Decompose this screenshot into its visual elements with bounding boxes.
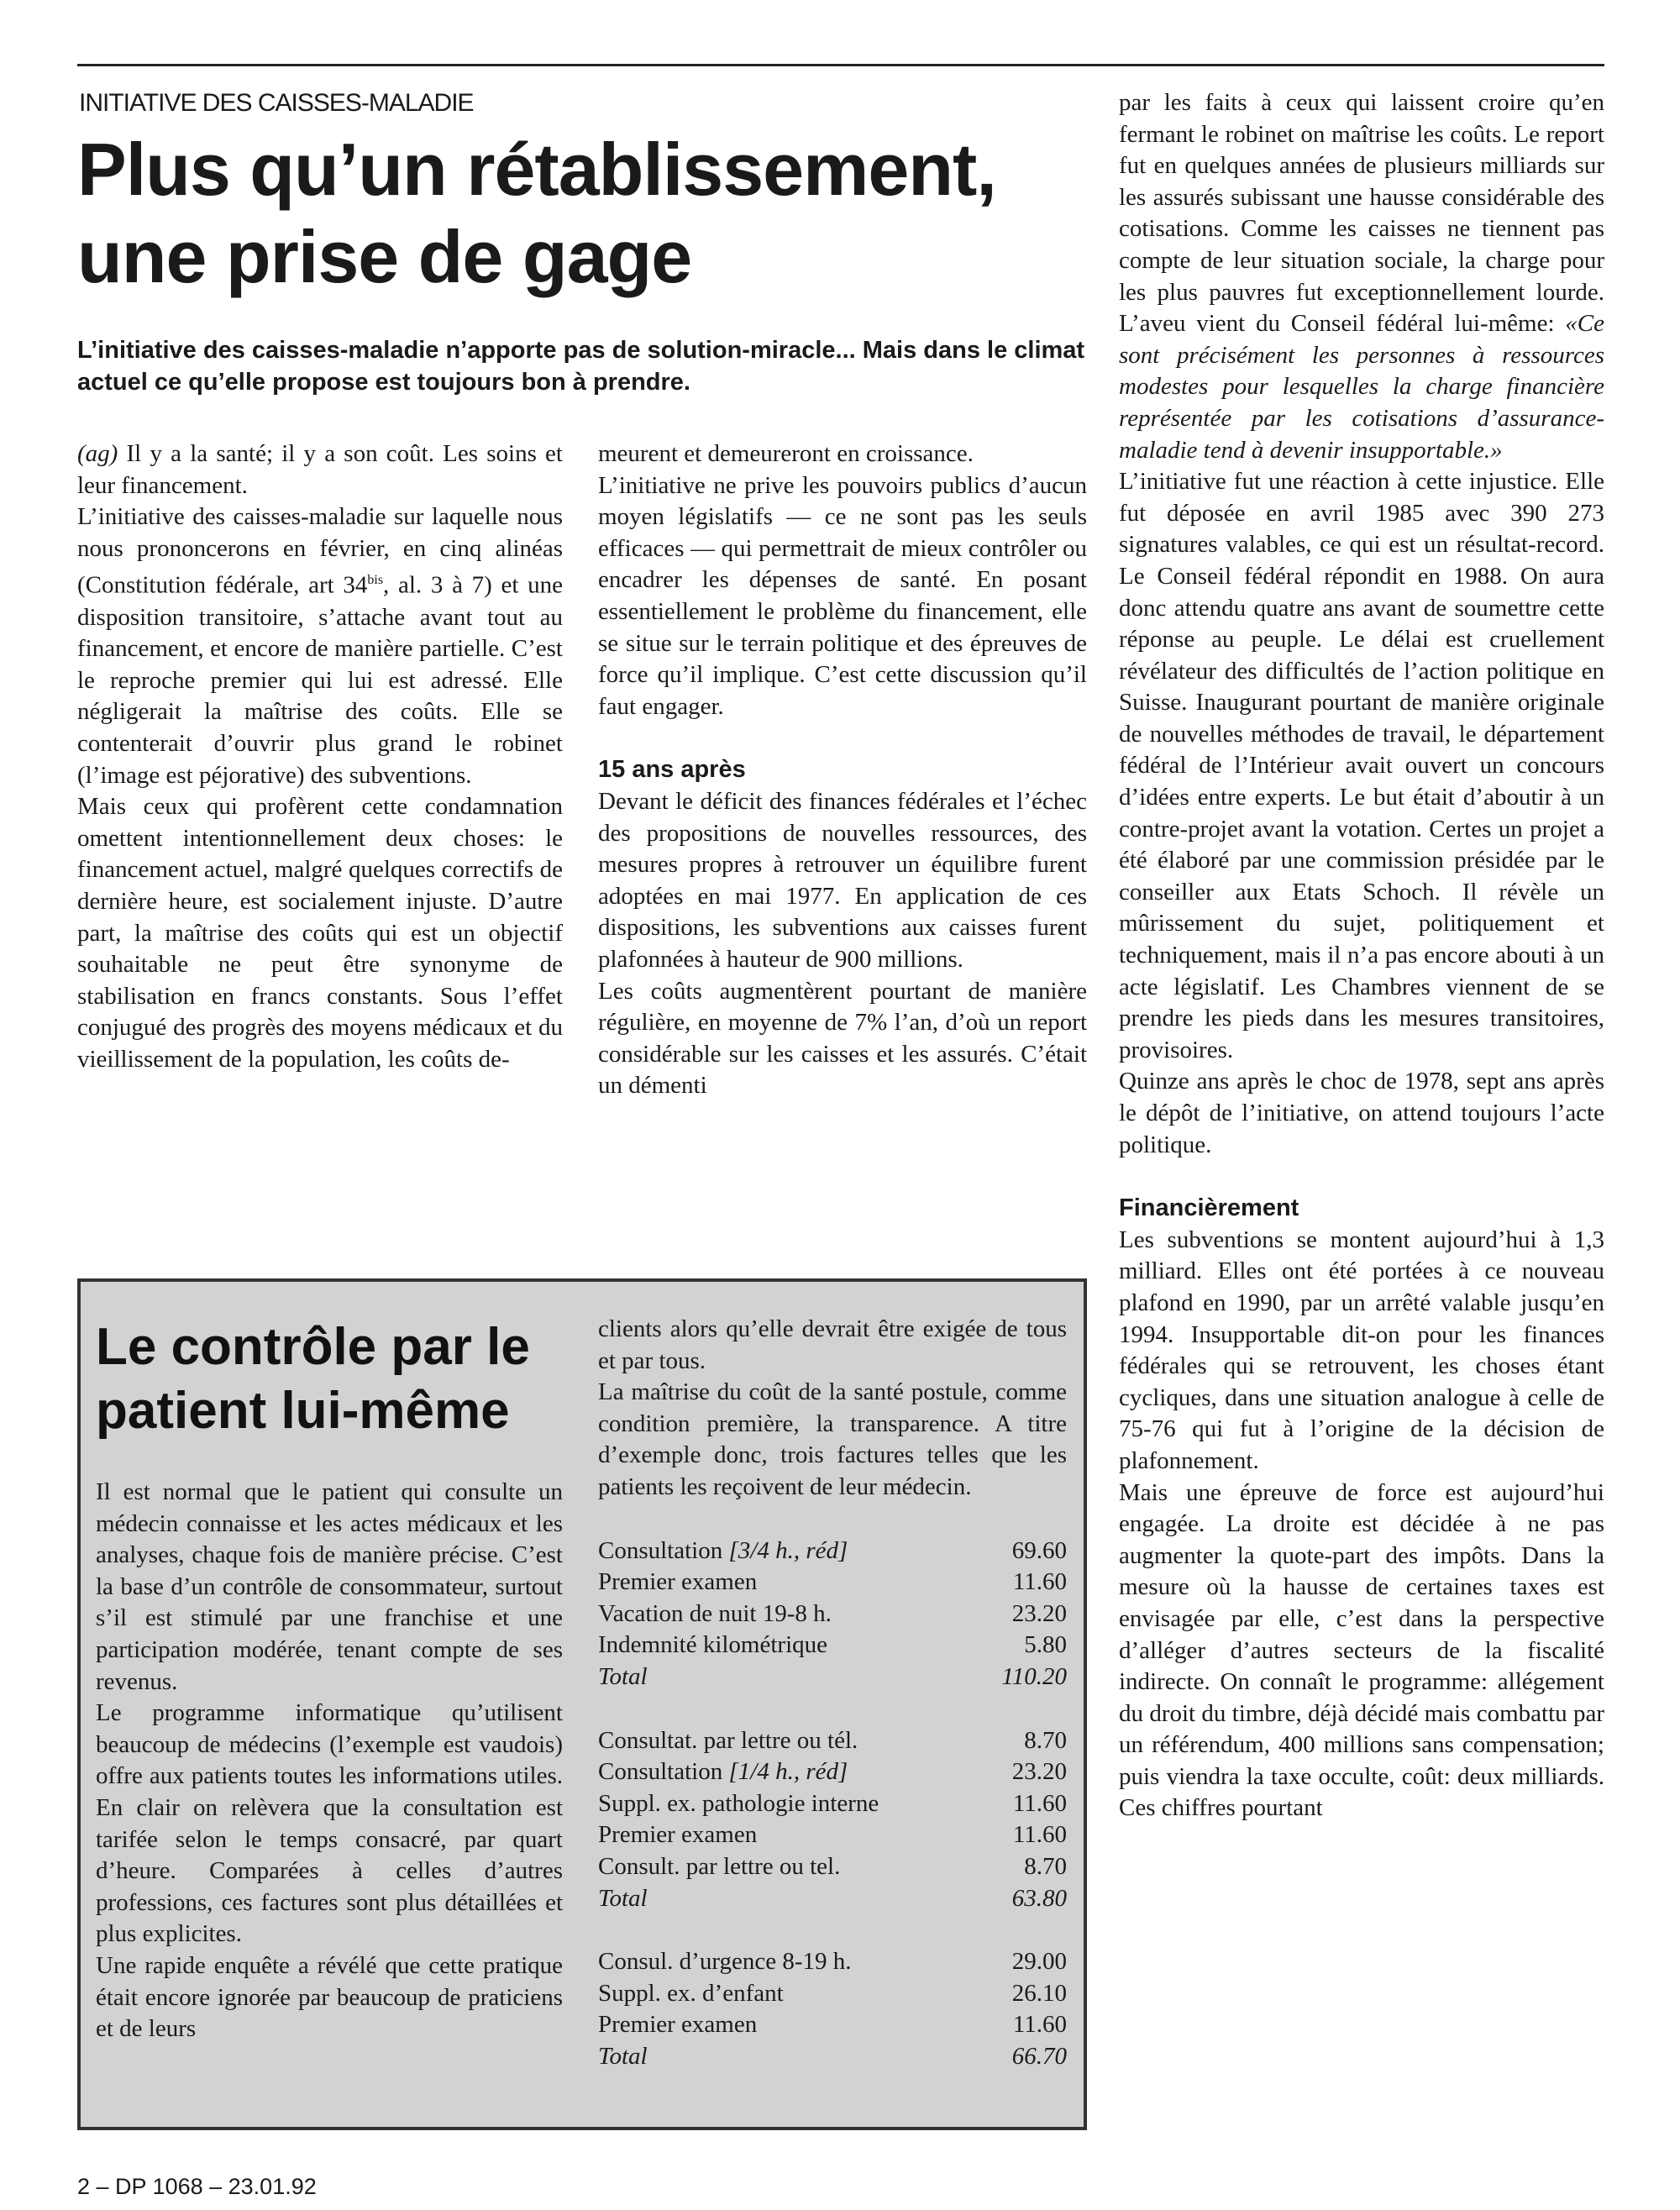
invoice-total-row: Total 110.20 [598, 1662, 1067, 1690]
column-2 [598, 438, 1087, 1102]
col2-paragraph-1: meurent et demeureront en croissance. [598, 440, 974, 467]
invoice-row: Suppl. ex. d’enfant 26.10 [598, 1979, 1067, 2007]
subheading-15-ans: 15 ans après [598, 756, 746, 784]
col3-paragraph-5: Mais une épreuve de force est aujourd’hui engagée. La droite est décidée à ne pas augmenter la quote-part des impôts. Dans la mesure où la hausse de certaines taxes est envisagée par elle, c’est dans la perspective d’alléger d’autres secteurs de la fiscalité indirecte. On connaît le programme: allégement du droit du timbre, déjà décidé mais combattu par un référendum, 400 millions sans compensation; puis viendra la taxe occulte, coût: deux milliards. Ces chiffres pourtant [1119, 1478, 1604, 1822]
invoice-row: Consult. par lettre ou tel. 8.70 [598, 1852, 1067, 1880]
superscript: bis [367, 573, 384, 588]
invoice-row: Consul. d’urgence 8-19 h. 29.00 [598, 1948, 1067, 1976]
invoice-row: Premier examen 11.60 [598, 1568, 1067, 1596]
col3-paragraph-2: L’initiative fut une réaction à cette injustice. Elle fut déposée en avril 1985 avec 390 273 signatures valables, ce qui est un résultat-record. Le Conseil fédéral répondit en 1988. On aura donc attendu quatre ans avant de soumettre cette réponse au peuple. Le délai est cruellement révélateur des difficultés de l’action politique en Suisse. Inaugurant pourtant de manière originale de nouvelles méthodes de travail, le département fédéral de l’Intérieur avait ouvert un concours d’idées entre experts. Le but était d’aboutir à un contre-projet avant la votation. Certes un projet a été élaboré par une commission présidée par le conseiller aux Etats Schoch. Il révèle un mûrissement du sujet, politiquement et techniquement, mais il n’a pas encore abouti à un acte législatif. Les Chambres viennent de se prendre les pieds dans les mesures transitoires, provisoires. [1119, 468, 1604, 1063]
invoice-3 [598, 1946, 1067, 2072]
invoice-row: Vacation de nuit 19-8 h. 23.20 [598, 1599, 1067, 1627]
col3-paragraph-4: Les subventions se montent aujourd’hui à 1,3 milliard. Elles ont été portées à ce nouveau plafond en 1990, par un arrêté valable jusqu’en 1994. Insupportable dit-on pour les finances fédérales qui se retrouvent, les choses étant cycliques, dans une situation analogue à celle de 75-76 qui fut à l’origine de la décision de plafonnement. [1119, 1226, 1604, 1474]
sidebar-paragraph-3: Une rapide enquête a révélé que cette pratique était encore ignorée par beaucoup de praticiens et de leurs [96, 1951, 563, 2043]
col2-paragraph-4: Les coûts augmentèrent pourtant de manière régulière, en moyenne de 7% l’an, d’où un report considérable sur les caisses et les assurés. C’était un démenti [598, 977, 1087, 1100]
col1-paragraph-3: Mais ceux qui profèrent cette condamnation omettent intentionnellement deux choses: le financement actuel, malgré quelques correctifs de dernière heure, est socialement injuste. D’autre part, la maîtrise des coûts qui est un objectif souhaitable ne peut être synonyme de stabilisation en francs constants. Sous l’effet conjugué des progrès des moyens médicaux et du vieillissement de la population, les coûts de- [77, 793, 563, 1073]
column-1 [77, 438, 563, 1076]
invoice-row: Indemnité kilométrique 5.80 [598, 1631, 1067, 1659]
federal-council-quote: «Ce sont précisément les personnes à ressources modestes pour lesquelles la charge financière représentée par les cotisations d’assurance-maladie tend à devenir insupportable.» [1119, 310, 1604, 464]
col2-paragraph-2: L’initiative ne prive les pouvoirs publics d’aucun moyen législatifs — ce ne sont pas les seuls efficaces — qui permettrait de mieux contrôler ou encadrer les dépenses de santé. En posant essentiellement le problème du financement, elle se situe sur le terrain politique et des épreuves de force qu’il implique. C’est cette discussion qu’il faut engager. [598, 471, 1087, 720]
col1-paragraph-1: (ag) Il y a la santé; il y a son coût. Les soins et leur financement. [77, 440, 563, 499]
invoice-total-row: Total 63.80 [598, 1884, 1067, 1912]
sidebar-paragraph-4: clients alors qu’elle devrait être exigée de tous et par tous. [598, 1315, 1067, 1374]
invoice-row: Premier examen 11.60 [598, 2011, 1067, 2039]
headline: Plus qu’un rétablissement, une prise de gage [77, 128, 996, 298]
sidebar-paragraph-2: Le programme informatique qu’utilisent beaucoup de médecins (l’exemple est vaudois) offre aux patients toutes les informations utiles. En clair on relèvera que la consultation est tarifée selon le temps consacré, par quart d’heure. Comparées à celles d’autres professions, ces factures sont plus détaillées et plus explicites. [96, 1699, 563, 1948]
sidebar-paragraph-1: Il est normal que le patient qui consulte un médecin connaisse et les actes médicaux et les analyses, chaque fois de manière précise. C’est la base d’un contrôle de consommateur, surtout s’il est stimulé par une franchise et une participation modérée, tenant compte de ses revenus. [96, 1478, 563, 1695]
col3-paragraph-3: Quinze ans après le choc de 1978, sept ans après le dépôt de l’initiative, on attend toujours l’acte politique. [1119, 1068, 1604, 1158]
column-3 [1119, 87, 1604, 1824]
invoice-1 [598, 1535, 1067, 1693]
invoice-row: Suppl. ex. pathologie interne 11.60 [598, 1789, 1067, 1817]
invoice-row: Consultation [1/4 h., réd] 23.20 [598, 1758, 1067, 1786]
sidebar-title: Le contrôle par le patient lui-même [96, 1318, 530, 1440]
col3-paragraph-1: par les faits à ceux qui laissent croire qu’en fermant le robinet on maîtrise les coûts. Le report fut en quelques années de plusieurs milliards sur les assurés subissant une hausse considérable des cotisations. Comme les caisses ne tiennent pas compte de leur situation sociale, la charge pour les plus pauvres fut exceptionnellement lourde. L’aveu vient du Conseil fédéral lui-même: «Ce sont précisément les personnes à ressources modestes pour lesquelles la charge financière représentée par les cotisations d’assurance-maladie tend à devenir insupportable.» [1119, 89, 1604, 464]
sidebar-right-column [598, 1314, 1067, 2072]
subheading-financierement: Financièrement [1119, 1194, 1299, 1222]
author-initials: (ag) [77, 440, 118, 467]
lede: L’initiative des caisses-maladie n’apporte pas de solution-miracle... Mais dans le climat actuel ce qu’elle propose est toujours bon à prendre. [77, 337, 1085, 396]
sidebar-paragraph-5: La maîtrise du coût de la santé postule, comme condition première, la transparence. A titre d’exemple donc, trois factures telles que les patients les reçoivent de leur médecin. [598, 1378, 1067, 1500]
section-kicker: INITIATIVE DES CAISSES-MALADIE [79, 89, 474, 117]
col2-paragraph-3: Devant le déficit des finances fédérales et l’échec des propositions de nouvelles ressources, des mesures propres à retrouver un équilibre furent adoptées en mai 1977. En application de ces dispositions, les subventions aux caisses furent plafonnées à hauteur de 900 millions. [598, 787, 1087, 973]
col1-paragraph-2: L’initiative des caisses-maladie sur laquelle nous nous prononcerons en février, en cinq alinéas (Constitution fédérale, art $34^{bis}$, al. 3 à 7) et une disposition transitoire, s’attache avant tout au financement, et encore de manière partielle. C’est le reproche premier qui lui est adressé. Elle négligerait la maîtrise des coûts. Elle se contenterait d’ouvrir plus grand le robinet (l’image est péjorative) des subventions. [77, 503, 564, 789]
invoice-total-row: Total 66.70 [598, 2042, 1067, 2070]
page-footer: 2 – DP 1068 – 23.01.92 [77, 2174, 317, 2199]
top-rule [77, 64, 1604, 66]
invoice-2 [598, 1725, 1067, 1915]
invoice-row: Premier examen 11.60 [598, 1821, 1067, 1849]
sidebar-left-column [96, 1477, 563, 2045]
sidebar-box [77, 1278, 1087, 2130]
invoice-row: Consultat. par lettre ou tél. 8.70 [598, 1726, 1067, 1754]
invoice-row: Consultation [3/4 h., réd] 69.60 [598, 1536, 1067, 1564]
